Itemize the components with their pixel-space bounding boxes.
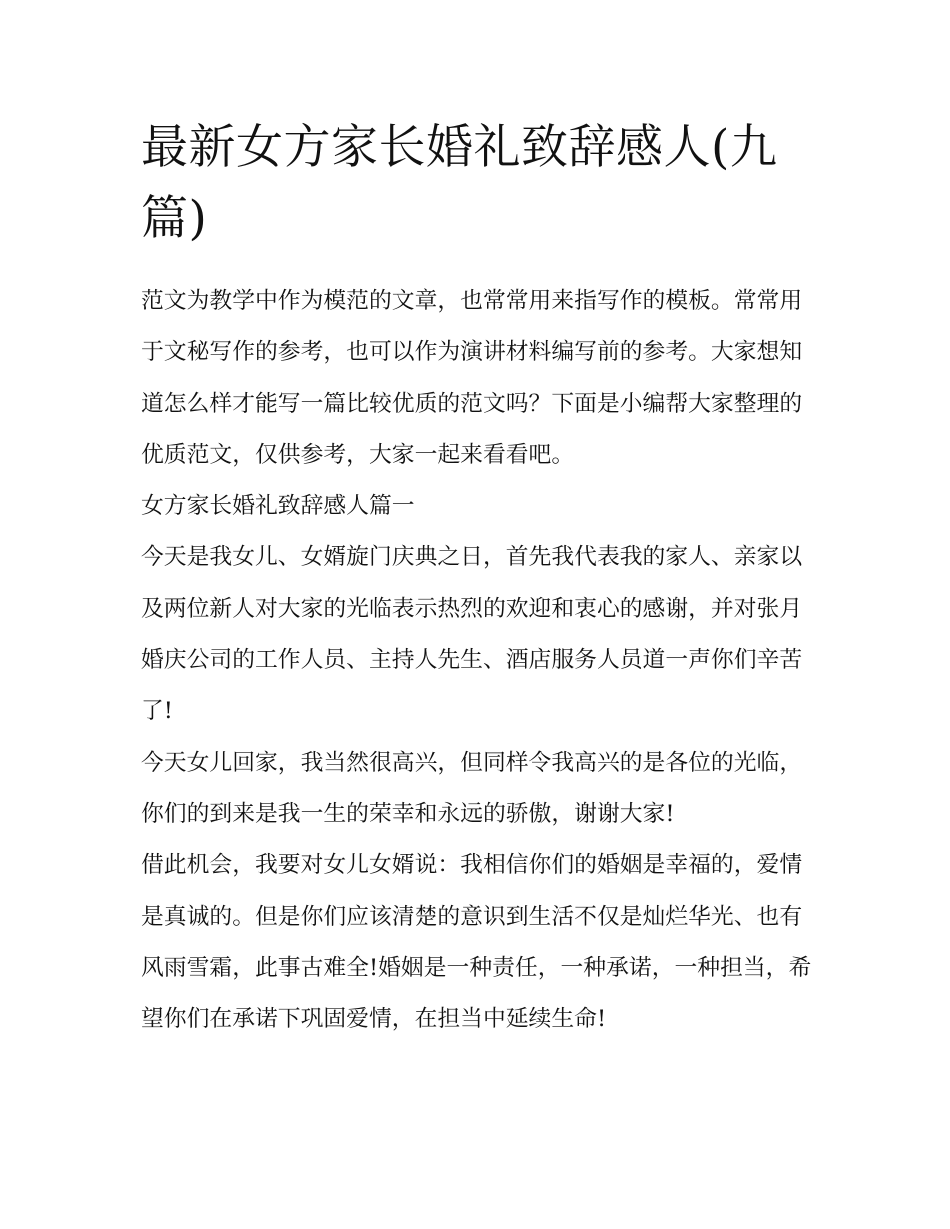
intro-paragraph: 范文为教学中作为模范的文章，也常常用来指写作的模板。常常用于文秘写作的参考，也可以作为演讲材料编写前的参考。大家想知道怎么样才能写一篇比较优质的范文吗？下面是小编帮大家整理的优质范文，仅供参考，大家一起来看看吧。 [141, 288, 803, 468]
section-heading: 女方家长婚礼致辞感人篇一 [141, 493, 415, 520]
body-paragraph: 今天女儿回家，我当然很高兴，但同样令我高兴的是各位的光临，你们的到来是我一生的荣幸和永远的骄傲，谢谢大家! [141, 749, 803, 827]
document-body [141, 276, 816, 1045]
body-paragraph: 借此机会，我要对女儿女婿说：我相信你们的婚姻是幸福的，爱情是真诚的。但是你们应该清楚的意识到生活不仅是灿烂华光、也有风雨雪霜，此事古难全!婚姻是一种责任，一种承诺，一种担当，希望你们在承诺下巩固爱情，在担当中延续生命! [141, 852, 812, 1033]
document-title: 最新女方家长婚礼致辞感人(九篇) [141, 120, 778, 246]
body-paragraph: 今天是我女儿、女婿旋门庆典之日，首先我代表我的家人、亲家以及两位新人对大家的光临表示热烈的欢迎和衷心的感谢，并对张月婚庆公司的工作人员、主持人先生、酒店服务人员道一声你们辛苦了! [141, 544, 803, 725]
